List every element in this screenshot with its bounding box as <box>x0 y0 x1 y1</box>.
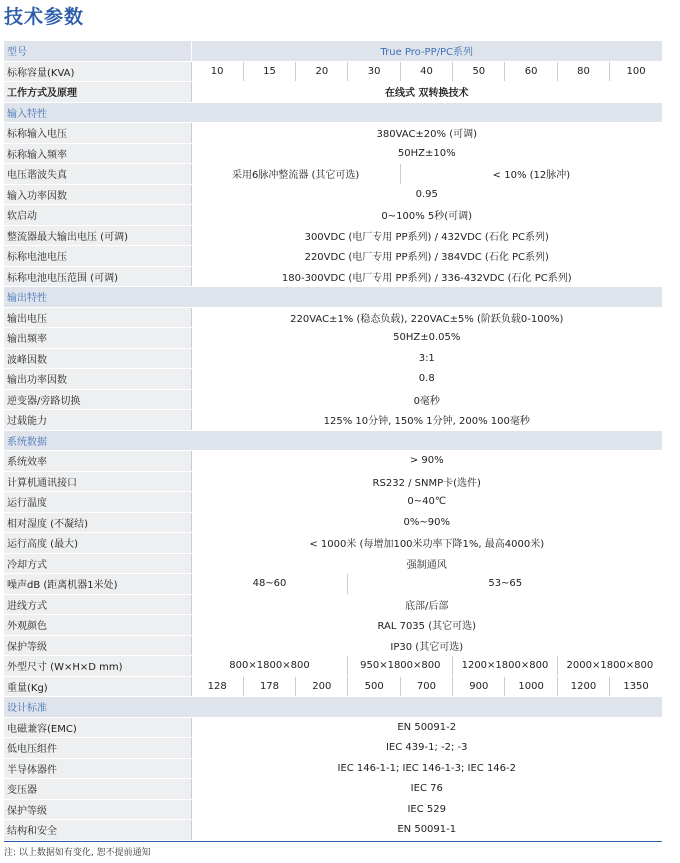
row-value: EN 50091-1 <box>191 820 662 841</box>
row-label: 工作方式及原理 <box>4 82 191 103</box>
table-row <box>4 635 662 656</box>
table-row <box>4 717 662 738</box>
row-value: 220VDC (电厂专用 PP系列) / 384VDC (石化 PC系列) <box>191 246 662 267</box>
row-label: 电磁兼容(EMC) <box>4 717 191 738</box>
footnote: 注: 以上数据如有变化, 恕不提前通知 <box>4 848 151 858</box>
row-label: 变压器 <box>4 779 191 800</box>
row-value: RAL 7035 (其它可选) <box>191 615 662 636</box>
table-row <box>4 328 662 349</box>
table-row <box>4 41 662 61</box>
row-value: IEC 439-1; -2; -3 <box>191 738 662 759</box>
table-row <box>4 471 662 492</box>
row-value: 300VDC (电厂专用 PP系列) / 432VDC (石化 PC系列) <box>191 225 662 246</box>
row-label: 电压谐波失真 <box>4 164 191 185</box>
row-label: 低电压组件 <box>4 738 191 759</box>
row-label: 系统效率 <box>4 451 191 472</box>
table-row <box>4 594 662 615</box>
weight-cell: 178 <box>243 676 295 697</box>
row-label: 标称输入频率 <box>4 143 191 164</box>
row-label: 标称容量(KVA) <box>4 61 191 82</box>
row-label: 输入功率因数 <box>4 184 191 205</box>
row-label: 噪声dB (距离机器1米处) <box>4 574 191 595</box>
capacity-cell: 60 <box>505 61 557 82</box>
row-value: 0~40℃ <box>191 492 662 513</box>
row-label: 型号 <box>4 41 191 61</box>
row-value: 强制通风 <box>191 553 662 574</box>
weight-cell: 1000 <box>505 676 557 697</box>
model-value: True Pro-PP/PC系列 <box>191 41 662 61</box>
row-label: 重量(Kg) <box>4 676 191 697</box>
row-label: 输出电压 <box>4 307 191 328</box>
table-row <box>4 492 662 513</box>
weight-cell: 500 <box>348 676 400 697</box>
table-row <box>4 184 662 205</box>
row-label: 输出功率因数 <box>4 369 191 390</box>
row-value: IEC 529 <box>191 799 662 820</box>
capacity-cell: 15 <box>243 61 295 82</box>
weight-cell: 1200 <box>557 676 609 697</box>
table-row <box>4 553 662 574</box>
row-value: 53~65 <box>348 574 662 595</box>
row-label: 外型尺寸 (W×H×D mm) <box>4 656 191 677</box>
capacity-cell: 100 <box>610 61 662 82</box>
table-row <box>4 389 662 410</box>
row-label: 结构和安全 <box>4 820 191 841</box>
capacity-cell: 30 <box>348 61 400 82</box>
row-label: 过载能力 <box>4 410 191 431</box>
row-value: 0.95 <box>191 184 662 205</box>
weight-cell: 200 <box>296 676 348 697</box>
table-row <box>4 779 662 800</box>
row-label: 逆变器/旁路切换 <box>4 389 191 410</box>
row-value: 0%~90% <box>191 512 662 533</box>
row-value: 125% 10分钟, 150% 1分钟, 200% 100毫秒 <box>191 410 662 431</box>
section-header <box>4 287 662 308</box>
row-label: 半导体器件 <box>4 758 191 779</box>
table-row <box>4 369 662 390</box>
row-label: 软启动 <box>4 205 191 226</box>
row-label: 标称电池电压范围 (可调) <box>4 266 191 287</box>
row-label: 进线方式 <box>4 594 191 615</box>
table-row <box>4 533 662 554</box>
table-row <box>4 512 662 533</box>
capacity-cell: 10 <box>191 61 243 82</box>
row-label: 标称输入电压 <box>4 123 191 144</box>
capacity-cell: 80 <box>557 61 609 82</box>
capacity-cell: 20 <box>296 61 348 82</box>
row-label: 波峰因数 <box>4 348 191 369</box>
weight-cell: 128 <box>191 676 243 697</box>
table-row <box>4 307 662 328</box>
section-title: 输入特性 <box>4 102 662 123</box>
dimension-cell: 950×1800×800 <box>348 656 453 677</box>
row-value: 0毫秒 <box>191 389 662 410</box>
table-row <box>4 615 662 636</box>
row-value: < 1000米 (每增加100米功率下降1%, 最高4000米) <box>191 533 662 554</box>
table-row <box>4 225 662 246</box>
table-row <box>4 758 662 779</box>
table-row <box>4 123 662 144</box>
table-row <box>4 143 662 164</box>
table-row <box>4 82 662 103</box>
dimension-cell: 800×1800×800 <box>191 656 348 677</box>
row-label: 外观颜色 <box>4 615 191 636</box>
row-label: 输出频率 <box>4 328 191 349</box>
spec-table <box>4 41 662 841</box>
weight-cell: 1350 <box>610 676 662 697</box>
dimension-cell: 1200×1800×800 <box>453 656 558 677</box>
table-row <box>4 348 662 369</box>
row-value: 48~60 <box>191 574 348 595</box>
table-bottom-divider <box>4 841 662 842</box>
section-title: 系统数据 <box>4 430 662 451</box>
weight-cell: 900 <box>453 676 505 697</box>
row-value: IEC 76 <box>191 779 662 800</box>
capacity-cell: 50 <box>453 61 505 82</box>
row-value: 底部/后部 <box>191 594 662 615</box>
section-header <box>4 697 662 718</box>
table-row <box>4 410 662 431</box>
row-value: 50HZ±10% <box>191 143 662 164</box>
page-title: 技术参数 <box>4 6 85 28</box>
row-label: 相对湿度 (不凝结) <box>4 512 191 533</box>
table-row <box>4 738 662 759</box>
capacity-cell: 40 <box>400 61 452 82</box>
row-value: 在线式 双转换技术 <box>191 82 662 103</box>
row-value: 50HZ±0.05% <box>191 328 662 349</box>
row-value: 380VAC±20% (可调) <box>191 123 662 144</box>
table-row <box>4 574 662 595</box>
row-label: 运行温度 <box>4 492 191 513</box>
row-value: > 90% <box>191 451 662 472</box>
table-row <box>4 61 662 82</box>
dimension-cell: 2000×1800×800 <box>557 656 662 677</box>
row-label: 冷却方式 <box>4 553 191 574</box>
row-value: IEC 146-1-1; IEC 146-1-3; IEC 146-2 <box>191 758 662 779</box>
row-value: RS232 / SNMP卡(选件) <box>191 471 662 492</box>
row-value: 180-300VDC (电厂专用 PP系列) / 336-432VDC (石化 PC系列) <box>191 266 662 287</box>
row-label: 运行高度 (最大) <box>4 533 191 554</box>
table-row <box>4 205 662 226</box>
section-header <box>4 102 662 123</box>
row-label: 保护等级 <box>4 635 191 656</box>
table-row <box>4 451 662 472</box>
row-value: 0~100% 5秒(可调) <box>191 205 662 226</box>
row-value: 220VAC±1% (稳态负载), 220VAC±5% (阶跃负载0-100%) <box>191 307 662 328</box>
row-value: 3:1 <box>191 348 662 369</box>
table-row <box>4 656 662 677</box>
row-value: 采用6脉冲整流器 (其它可选) <box>191 164 400 185</box>
table-row <box>4 676 662 697</box>
row-value: < 10% (12脉冲) <box>400 164 662 185</box>
table-row <box>4 799 662 820</box>
row-label: 计算机通讯接口 <box>4 471 191 492</box>
table-row <box>4 246 662 267</box>
row-value: EN 50091-2 <box>191 717 662 738</box>
row-value: 0.8 <box>191 369 662 390</box>
row-label: 标称电池电压 <box>4 246 191 267</box>
row-value: IP30 (其它可选) <box>191 635 662 656</box>
row-label: 保护等级 <box>4 799 191 820</box>
weight-cell: 700 <box>400 676 452 697</box>
table-row <box>4 164 662 185</box>
table-row <box>4 820 662 841</box>
section-header <box>4 430 662 451</box>
section-title: 输出特性 <box>4 287 662 308</box>
table-row <box>4 266 662 287</box>
row-label: 整流器最大输出电压 (可调) <box>4 225 191 246</box>
section-title: 设计标准 <box>4 697 662 718</box>
